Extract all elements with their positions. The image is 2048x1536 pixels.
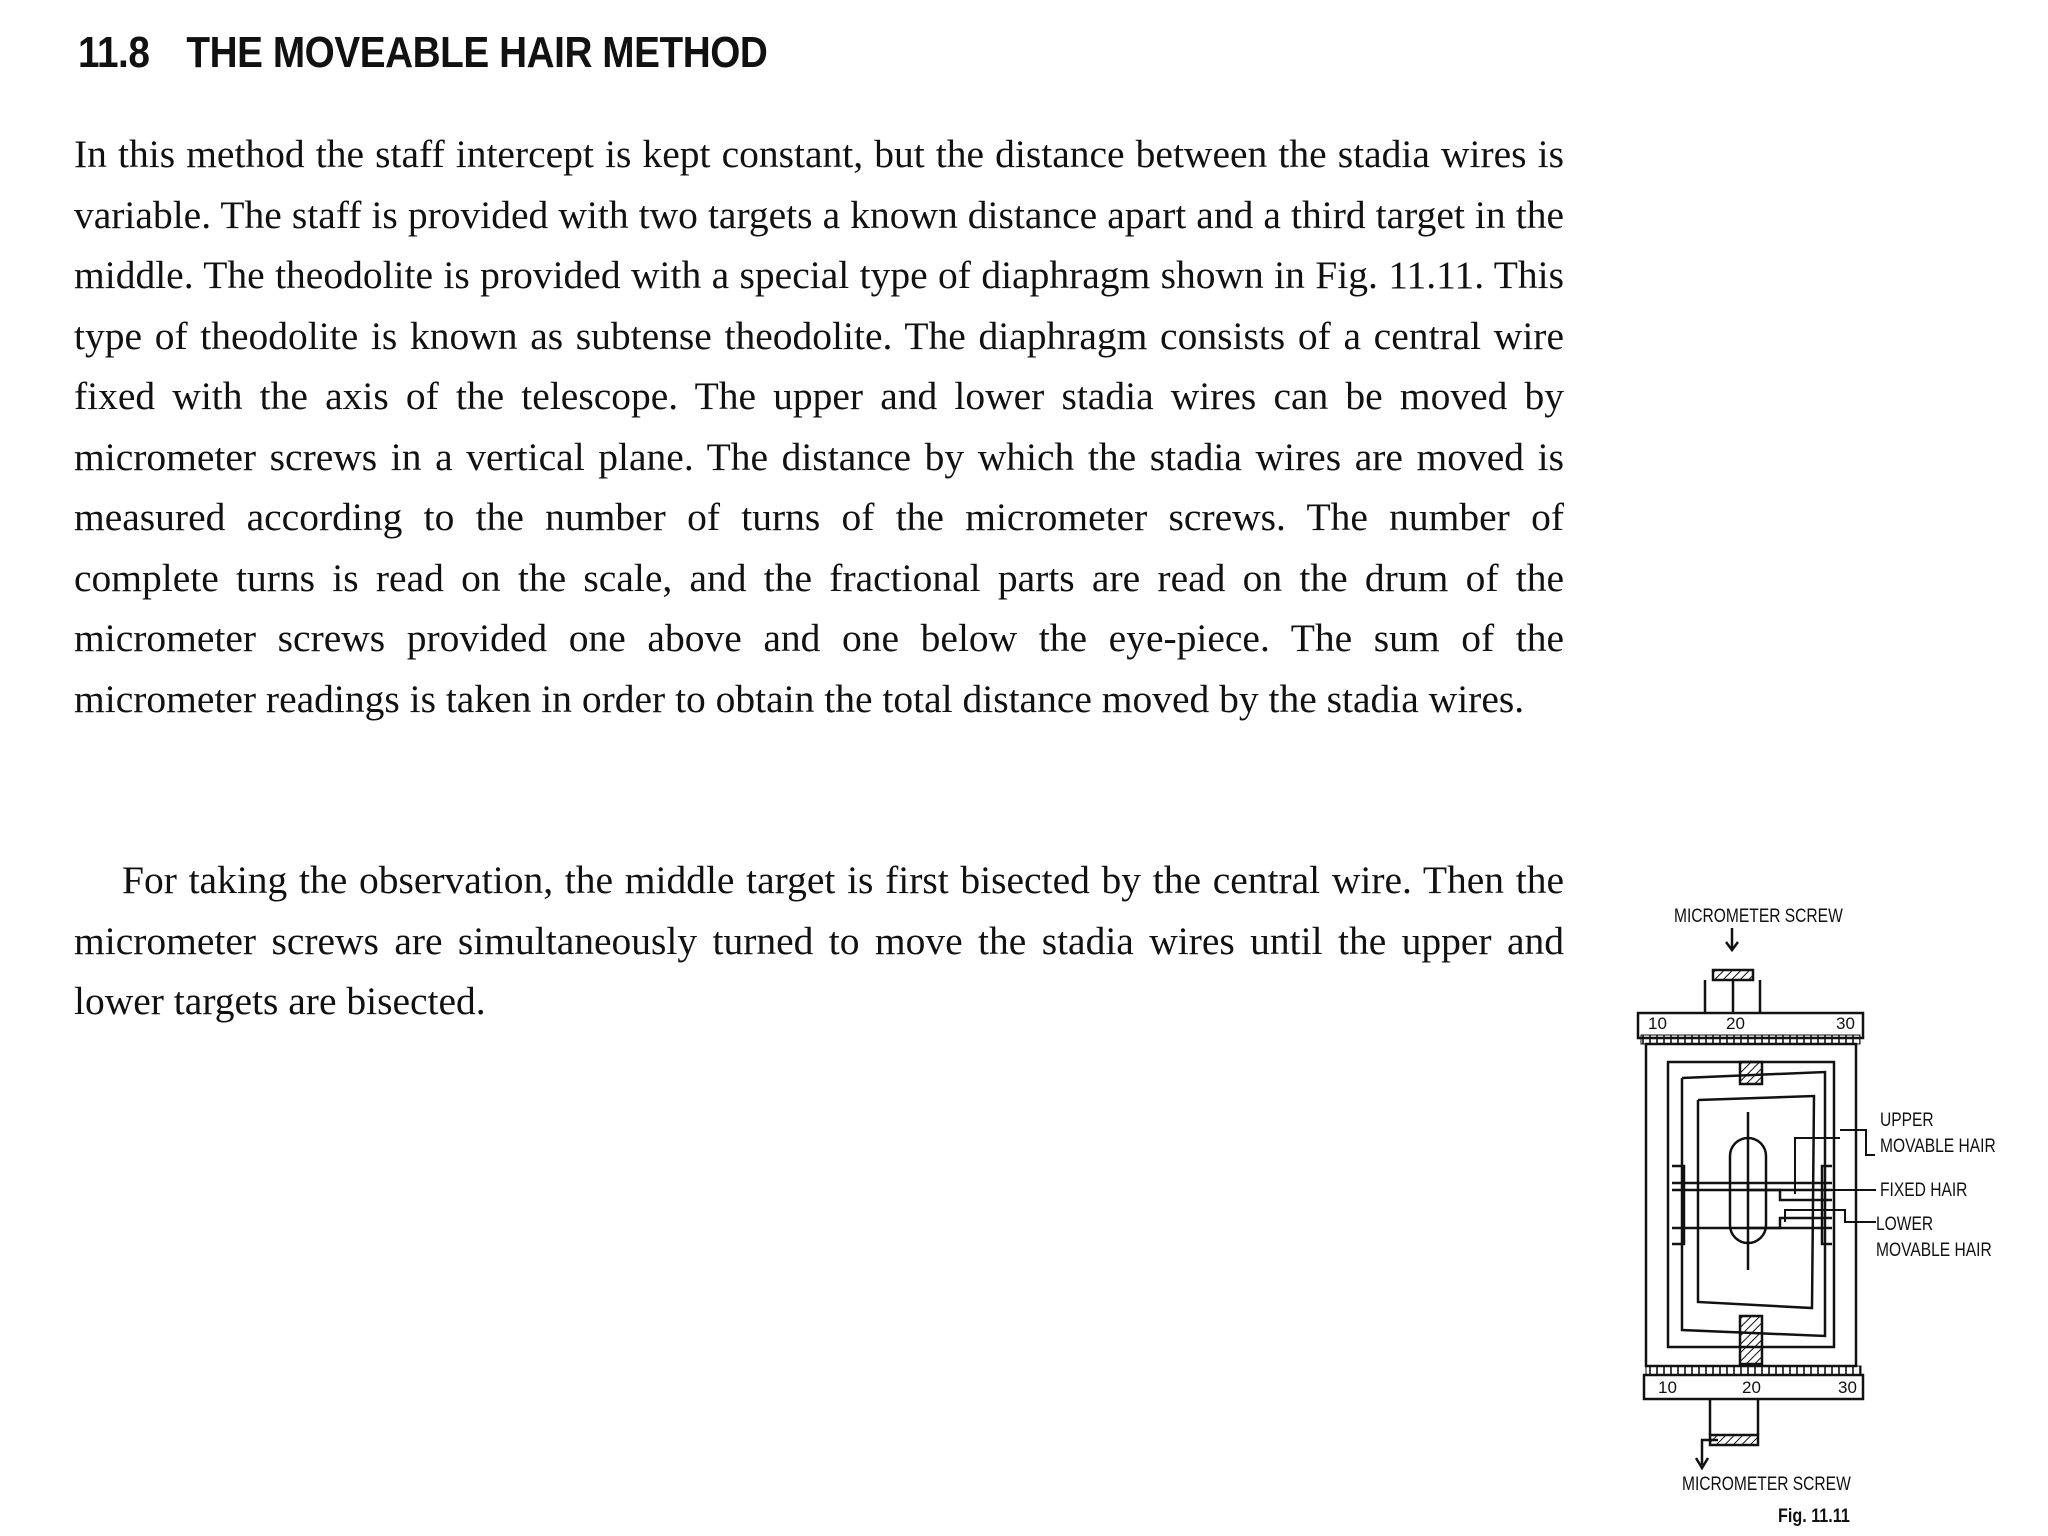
figure-caption: Fig. 11.11	[1778, 1506, 1850, 1527]
upper-hair-label-line-1: UPPER	[1880, 1110, 1934, 1131]
paragraph-1: In this method the staff intercept is kept constant, but the distance between the stadia wires is variable. The staff is provided with two targets a known distance apart and a third target in the middle. The theodolite is provided with a special type of diaphragm shown in Fig. 11.11. This type of theodolite is known as subtense theodolite. The diaphragm consists of a central wire fixed with the axis of the telescope. The upper and lower stadia wires can be moved by micrometer screws in a vertical plane. The distance by which the stadia wires are moved is measured according to the number of turns of the micrometer screws. The number of complete turns is read on the scale, and the fractional parts are read on the drum of the micrometer screws provided one above and one below the eye-piece. The sum of the micrometer readings is taken in order to obtain the total distance moved by the stadia wires.	[74, 132, 1564, 721]
bottom-screw-label: MICROMETER SCREW	[1682, 1474, 1851, 1495]
bottom-scale-tick-30: 30	[1838, 1378, 1857, 1397]
top-screw-head	[1713, 970, 1753, 980]
lower-hair-label-line-2: MOVABLE HAIR	[1876, 1240, 1992, 1261]
paragraph-2: For taking the observation, the middle target is first bisected by the central wire. Then the micrometer screws are simultaneously turned to move the stadia wires until the upper and lower targets are bisected.	[74, 858, 1564, 1023]
lower-hair-label-line-1: LOWER	[1876, 1214, 1934, 1235]
section-number: 11.8	[78, 28, 150, 77]
fixed-hair-label: FIXED HAIR	[1880, 1180, 1968, 1201]
top-scale	[1638, 1013, 1863, 1038]
top-scale-tick-10: 10	[1648, 1014, 1667, 1033]
top-screw-label: MICROMETER SCREW	[1674, 906, 1843, 927]
top-scale-tick-30: 30	[1836, 1014, 1855, 1033]
bottom-scale-tick-20: 20	[1742, 1378, 1761, 1397]
section-heading	[78, 28, 767, 78]
figure-diaphragm	[1600, 890, 2048, 1536]
diaphragm-drawing	[1600, 890, 2048, 1536]
top-scale-tick-20: 20	[1726, 1014, 1745, 1033]
upper-hair-label-line-2: MOVABLE HAIR	[1880, 1136, 1996, 1157]
section-title: THE MOVEABLE HAIR METHOD	[186, 28, 768, 77]
bottom-scale-tick-10: 10	[1658, 1378, 1677, 1397]
